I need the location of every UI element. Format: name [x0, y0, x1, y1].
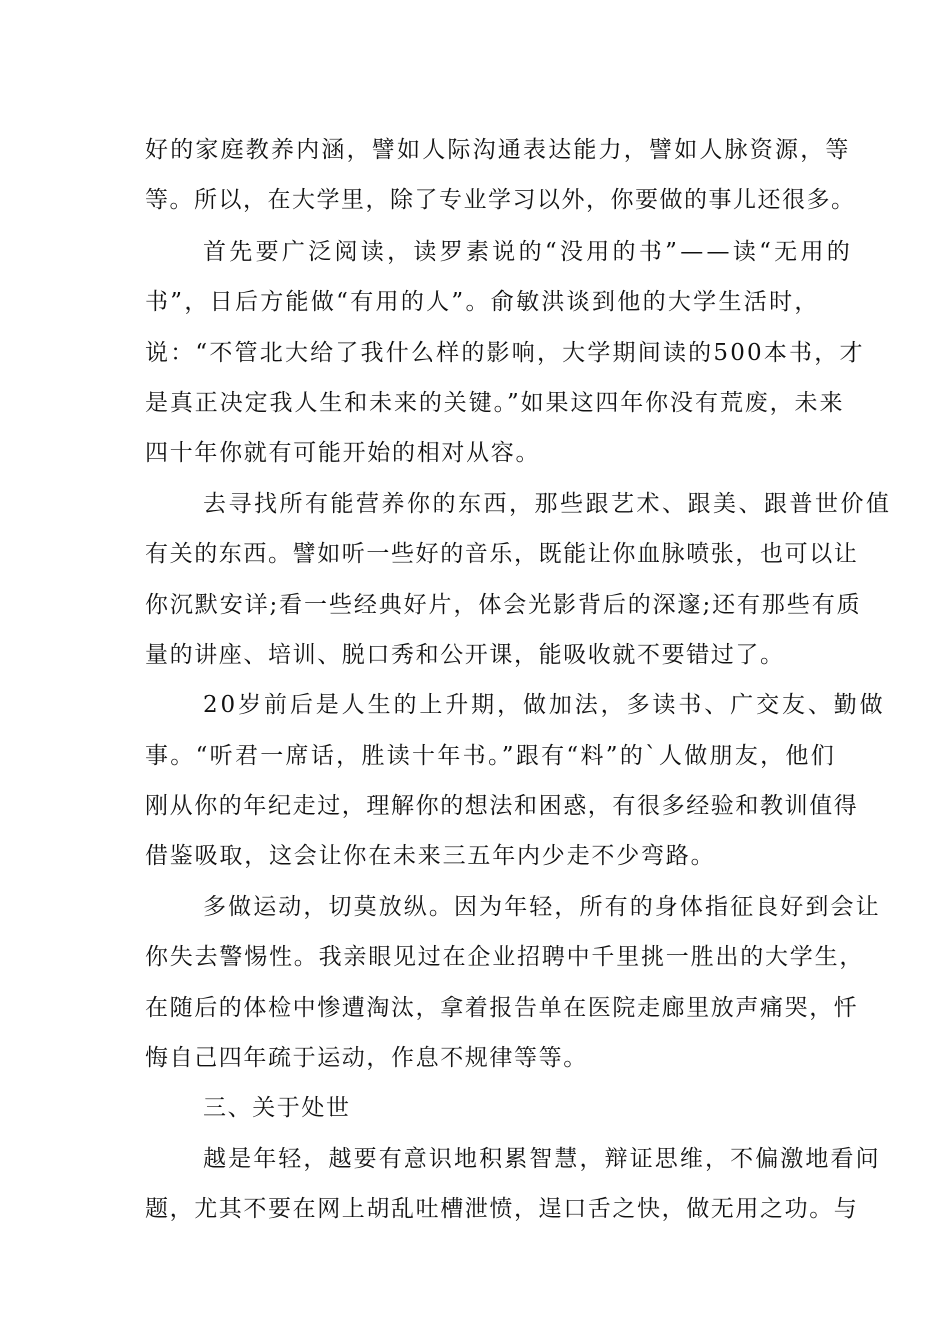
text-line: 你失去警惕性。我亲眼见过在企业招聘中千里挑一胜出的大学生，	[145, 944, 865, 970]
paragraph-first-line: 去寻找所有能营养你的东西，那些跟艺术、跟美、跟普世价值	[203, 491, 892, 517]
text-line: 有关的东西。譬如听一些好的音乐，既能让你血脉喷张，也可以让	[145, 541, 859, 567]
text-line: 好的家庭教养内涵，譬如人际沟通表达能力，譬如人脉资源，等	[145, 137, 851, 163]
text-line: 事。“听君一席话，胜读十年书。”跟有“料”的`人做朋友，他们	[145, 743, 837, 769]
paragraph-first-line: 首先要广泛阅读，读罗素说的“没用的书”——读“无用的	[203, 239, 854, 265]
text-line: 四十年你就有可能开始的相对从容。	[145, 440, 541, 466]
section-heading: 三、关于处世	[203, 1095, 351, 1121]
text-line: 说：“不管北大给了我什么样的影响，大学期间读的500本书，才	[145, 340, 865, 366]
text-line: 你沉默安详;看一些经典好片，体会光影背后的深邃;还有那些有质	[145, 592, 862, 618]
paragraph-first-line: 多做运动，切莫放纵。因为年轻，所有的身体指征良好到会让	[203, 894, 881, 920]
text-line: 题，尤其不要在网上胡乱吐槽泄愤，逞口舌之快，做无用之功。与	[145, 1196, 859, 1222]
text-line: 借鉴吸取，这会让你在未来三五年内少走不少弯路。	[145, 843, 716, 869]
text-line: 在随后的体检中惨遭淘汰，拿着报告单在医院走廊里放声痛哭，忏	[145, 995, 859, 1021]
text-line: 量的讲座、培训、脱口秀和公开课，能吸收就不要错过了。	[145, 642, 785, 668]
text-line: 书”，日后方能做“有用的人”。俞敏洪谈到他的大学生活时，	[145, 289, 820, 315]
text-line: 悔自己四年疏于运动，作息不规律等等。	[145, 1045, 588, 1071]
text-line: 刚从你的年纪走过，理解你的想法和困惑，有很多经验和教训值得	[145, 793, 859, 819]
text-line: 是真正决定我人生和未来的关键。”如果这四年你没有荒废，未来	[145, 390, 845, 416]
paragraph-first-line: 越是年轻，越要有意识地积累智慧，辩证思维，不偏激地看问	[203, 1146, 881, 1172]
text-line: 等。所以，在大学里，除了专业学习以外，你要做的事儿还很多。	[145, 187, 856, 213]
paragraph-first-line: 20岁前后是人生的上升期，做加法，多读书、广交友、勤做	[203, 692, 886, 718]
